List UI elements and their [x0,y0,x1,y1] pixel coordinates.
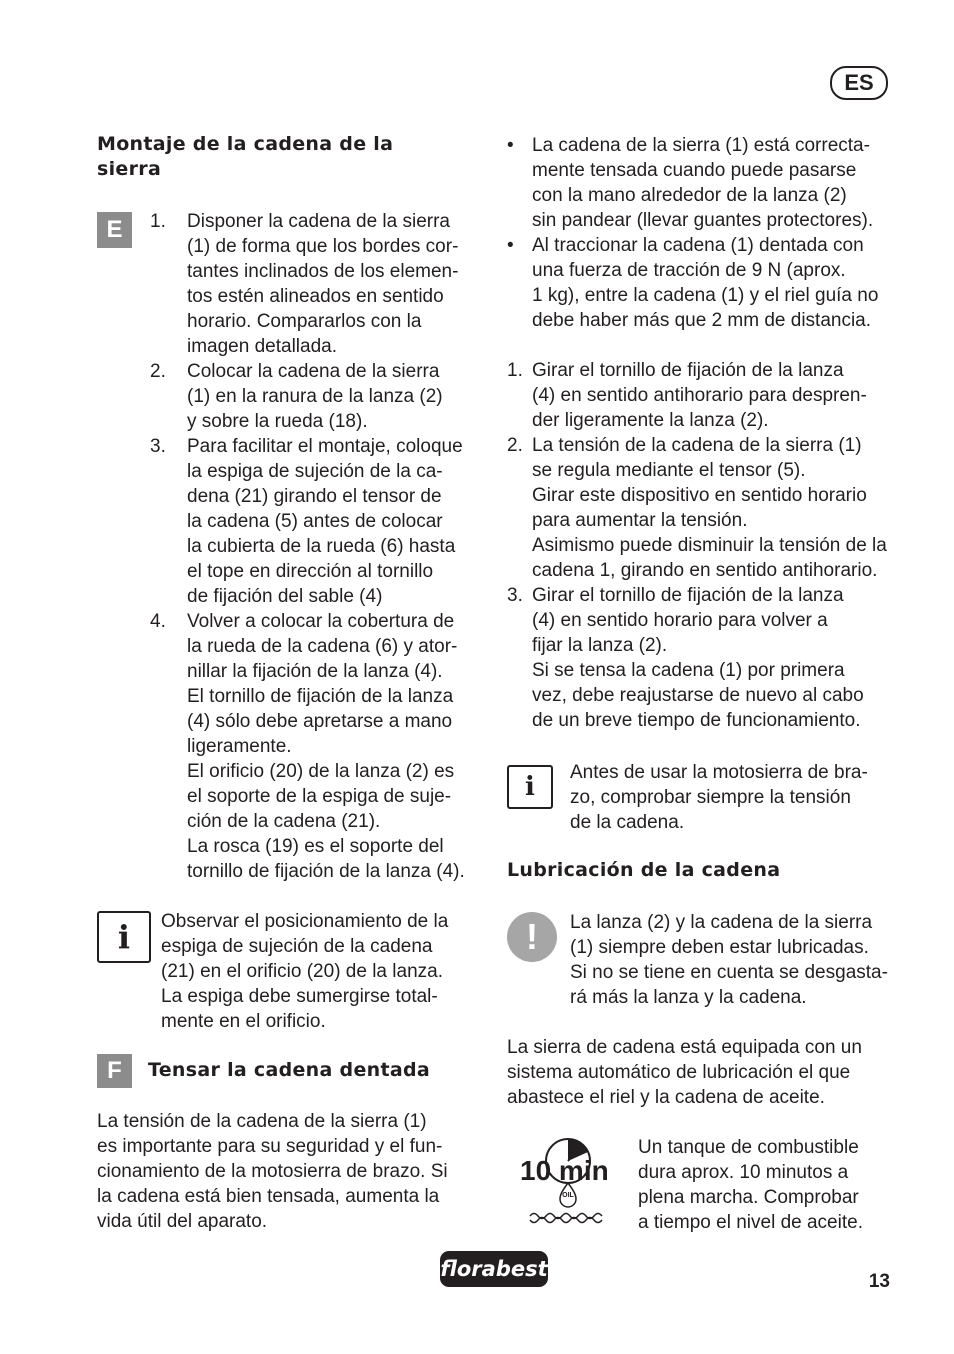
step-number: 2. [507,435,523,456]
list-item [507,233,902,333]
list-item [150,434,490,609]
section-heading-chain-tension: Tensar la cadena dentada [148,1059,430,1081]
info-note-check-tension: Antes de usar la motosierra de bra- zo, comprobar siempre la tensión de la cadena. [570,762,868,833]
step-text: Girar el tornillo de fijación de la lanza (4) en sentido antihorario para despren- der ligeramente la lanza (2). [532,360,867,431]
warning-icon: ! [507,912,557,962]
step-number: 1. [150,211,166,232]
section-badge-f: F [97,1054,132,1088]
step-number: 1. [507,360,523,381]
warning-note-lubrication: La lanza (2) y la cadena de la sierra (1) siempre deben estar lubricadas. Si no se tiene en cuenta se desgasta- rá más la lanza y la cadena. [570,912,888,1008]
step-text: Volver a colocar la cobertura de la rueda de la cadena (6) y ator- nillar la fijación de la lanza (4). El tornillo de fijación de la lanza (4) sólo debe apretarse a mano ligeramente. El orificio (20) de la lanza (2) es el soporte de la espiga de suje- ción de la cadena (21). La rosca (19) es el soporte del tornillo de fijación de la lanza (4). [187,611,465,882]
fuel-tank-note: Un tanque de combustible dura aprox. 10 minutos a plena marcha. Comprobar a tiempo el nivel de aceite. [638,1137,863,1233]
list-item [507,433,902,583]
step-number: 4. [150,611,166,632]
mounting-steps-list [150,209,490,884]
list-item [150,359,490,434]
bullet: • [507,135,514,156]
info-icon: i [97,911,151,963]
info-note-pin-position: Observar el posicionamiento de la espiga de sujeción de la cadena (21) en el orificio (20) de la lanza. La espiga debe sumergirse total- mente en el orificio. [161,911,449,1032]
step-text: Para facilitar el montaje, coloque la espiga de sujeción de la ca- dena (21) girando el tensor de la cadena (5) antes de colocar la cubierta de la rueda (6) hasta el tope en dirección al tornillo de fijación del sable (4) [187,436,463,607]
oil-label: OIL [562,1192,574,1199]
tension-importance-paragraph: La tensión de la cadena de la sierra (1) es importante para su seguridad y el fun- cionamiento de la motosierra de brazo. Si la cadena está bien tensada, aumenta la vida útil del aparato. [97,1111,448,1232]
bullet-text: La cadena de la sierra (1) está correcta- mente tensada cuando puede pasarse con la mano alrededor de la lanza (2) sin pandear (llevar guantes protectores). [532,135,874,231]
step-number: 3. [150,436,166,457]
brand-logo: florabest [440,1251,548,1287]
step-text: Girar el tornillo de fijación de la lanza (4) en sentido horario para volver a fijar la lanza (2). Si se tensa la cadena (1) por primera vez, debe reajustarse de nuevo al cabo de un breve tiempo de funcionamiento. [532,585,864,731]
list-item [507,133,902,233]
bullet-text: Al traccionar la cadena (1) dentada con una fuerza de tracción de 9 N (aprox. 1 kg), entre la cadena (1) y el riel guía no debe haber más que 2 mm de distancia. [532,235,879,331]
tension-steps-list [507,358,902,733]
step-number: 3. [507,585,523,606]
list-item [150,609,490,884]
language-badge: ES [830,66,888,100]
step-text: Disponer la cadena de la sierra (1) de forma que los bordes cor- tantes inclinados de los elemen- tos estén alineados en sentido horario. Compararlos con la imagen detallada. [187,211,459,357]
section-badge-e: E [97,212,132,248]
list-item [507,583,902,733]
step-text: La tensión de la cadena de la sierra (1) se regula mediante el tensor (5). Girar este dispositivo en sentido horario para aumentar la tensión. Asimismo puede disminuir la tensión de la cadena 1, girando en sentido antihorario. [532,435,887,581]
oil-timer-icon [518,1137,618,1232]
lubrication-system-paragraph: La sierra de cadena está equipada con un sistema automático de lubricación el que abastece el riel y la cadena de aceite. [507,1037,862,1108]
section-heading-chain-mounting: Montaje de la cadena de la sierra [97,133,394,180]
step-text: Colocar la cadena de la sierra (1) en la ranura de la lanza (2) y sobre la rueda (18). [187,361,443,432]
step-number: 2. [150,361,166,382]
bullet: • [507,235,514,256]
list-item [507,358,902,433]
info-icon: i [507,765,553,809]
tension-check-bullets [507,133,902,333]
section-heading-lubrication: Lubricación de la cadena [507,859,781,881]
timer-label: 10 min [520,1155,609,1186]
page-number: 13 [868,1271,890,1292]
list-item [150,209,490,359]
